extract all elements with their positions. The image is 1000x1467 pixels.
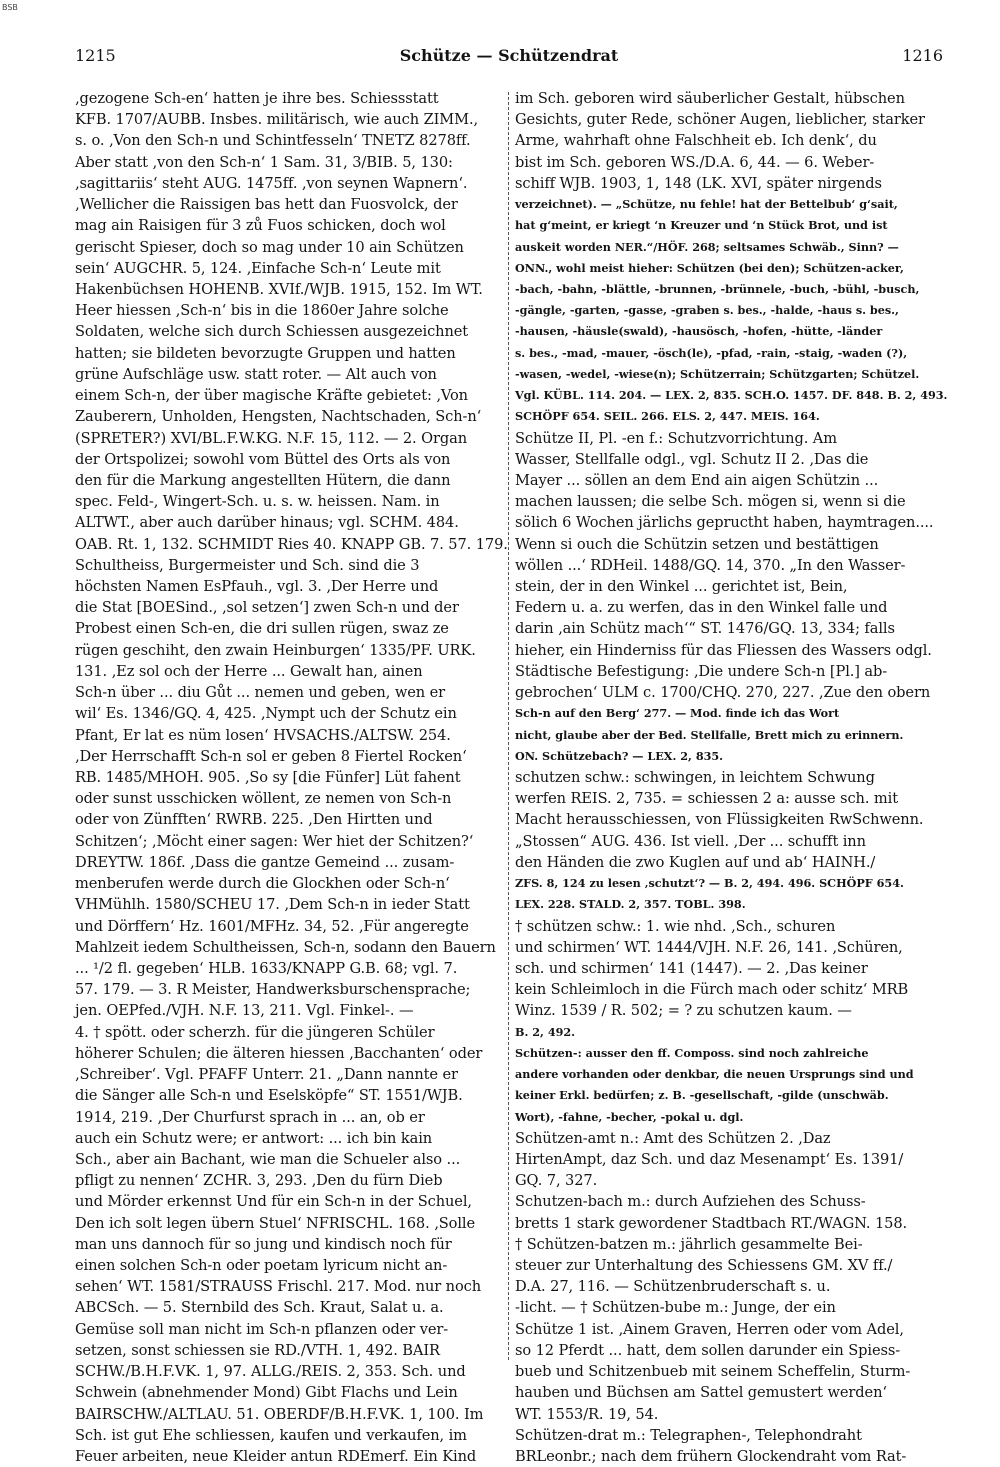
text-line: -wasen, -wedel, -wiese(n); Schützerrain; Schützgarten; Schützel. xyxy=(515,366,920,381)
text-line: B. 2, 492. xyxy=(515,1024,576,1039)
text-line: Schützen-drat m.: Telegraphen-, Telephondraht xyxy=(515,1426,862,1444)
text-line: spec. Feld-, Wingert-Sch. u. s. w. heissen. Nam. in xyxy=(75,493,440,511)
text-line: Wenn si ouch die Schützin setzen und bestättigen xyxy=(515,535,879,553)
text-line: Schutzen-bach m.: durch Aufziehen des Schuss- xyxy=(515,1193,866,1211)
text-line: † schützen schw.: 1. wie nhd. ‚Sch., schuren xyxy=(515,917,836,935)
text-line: SCHÖPF 654. SEIL. 266. ELS. 2, 447. MEIS. 164. xyxy=(515,409,820,424)
text-line: RB. 1485/MHOH. 905. ‚So sy [die Fünfer] Lüt fahent xyxy=(75,769,461,786)
right-column xyxy=(515,88,948,1467)
text-line: -hausen, -häusle(swald), -hausösch, -hofen, -hütte, -länder xyxy=(515,324,883,339)
text-line: auskeit worden NER.“/HÖF. 268; seltsames Schwäb., Sinn? — xyxy=(515,239,899,254)
text-line: Hakenbüchsen HOHENB. XVIf./WJB. 1915, 152. Im WT. xyxy=(75,280,483,298)
text-line: im Sch. geboren wird säuberlicher Gestalt, hübschen xyxy=(515,90,905,107)
text-line: ‚Schreiber‘. Vgl. PFAFF Unterr. 21. „Dann nannte er xyxy=(75,1066,458,1084)
text-line: GQ. 7, 327. xyxy=(515,1172,598,1190)
text-line: s. bes., -mad, -mauer, -ösch(le), -pfad, -rain, -staig, -waden (?), xyxy=(515,345,908,360)
text-line: Mahlzeit iedem Schultheissen, Sch-n, sodann den Bauern xyxy=(75,938,496,956)
library-stamp: BSB xyxy=(2,3,18,12)
text-line: (SPRETER?) XVI/BL.F.W.KG. N.F. 15, 112. — 2. Organ xyxy=(75,429,468,447)
text-line: Vgl. KÜBL. 114. 204. — LEX. 2, 835. SCH.O. 1457. DF. 848. B. 2, 493. xyxy=(515,388,948,403)
text-line: machen laussen; die selbe Sch. mögen si, wenn si die xyxy=(515,493,906,511)
text-line: hauben und Büchsen am Sattel gemustert werden‘ xyxy=(515,1384,887,1402)
text-line: VHMühlh. 1580/SCHEU 17. ‚Dem Sch-n in ieder Statt xyxy=(75,896,470,914)
text-line: oder sunst usschicken wöllent, ze nemen von Sch-n xyxy=(75,790,452,808)
text-line: DREYTW. 186f. ‚Dass die gantze Gemeind ... zusam- xyxy=(75,853,455,871)
text-line: hieher, ein Hinderniss für das Fliessen des Wassers odgl. xyxy=(515,641,932,659)
text-line: setzen, sonst schiessen sie RD./VTH. 1, 492. BAIR xyxy=(75,1341,440,1359)
text-line: grüne Aufschläge usw. statt roter. — Alt auch von xyxy=(75,365,437,383)
text-line: Winz. 1539 / R. 502; = ? zu schutzen kaum. — xyxy=(515,1002,852,1020)
text-line: HirtenAmpt, daz Sch. und daz Mesenampt‘ Es. 1391/ xyxy=(515,1150,904,1168)
text-line: Sch., aber ain Bachant, wie man die Schueler also ... xyxy=(75,1150,461,1168)
left-column xyxy=(75,88,508,1467)
text-line: 131. ‚Ez sol och der Herre ... Gewalt han, ainen xyxy=(75,662,423,680)
text-line: keiner Erkl. bedürfen; z. B. -gesellschaft, -gilde (unschwäb. xyxy=(515,1088,889,1103)
text-line: und Dörffern‘ Hz. 1601/MFHz. 34, 52. ‚Für angeregte xyxy=(75,917,469,935)
text-line: „Stossen“ AUG. 436. Ist viell. ‚Der ... schufft inn xyxy=(515,832,866,850)
text-line: bist im Sch. geboren WS./D.A. 6, 44. — 6. Weber- xyxy=(515,153,875,171)
text-line: sch. und schirmen‘ 141 (1447). — 2. ‚Das keiner xyxy=(515,959,868,977)
text-line: ONN., wohl meist hieher: Schützen (bei den); Schützen-acker, xyxy=(515,260,904,275)
text-line: Wasser, Stellfalle odgl., vgl. Schutz II 2. ‚Das die xyxy=(515,450,869,468)
text-line: man uns dannoch für so jung und kindisch noch für xyxy=(75,1235,452,1253)
text-line: und Mörder erkennst Und für ein Sch-n in der Schuel, xyxy=(75,1193,472,1211)
text-line: Feuer arbeiten, neue Kleider antun RDEmerf. Ein Kind xyxy=(75,1448,477,1465)
text-line: Mayer ... söllen an dem End ain aigen Schützin ... xyxy=(515,471,879,489)
text-line: der Ortspolizei; sowohl vom Büttel des Orts als von xyxy=(75,450,451,468)
text-line: BRLeonbr.; nach dem frühern Glockendraht vom Rat- xyxy=(515,1448,907,1465)
text-line: sein‘ AUGCHR. 5, 124. ‚Einfache Sch-n‘ Leute mit xyxy=(75,259,441,277)
text-line: bueb und Schitzenbueb mit seinem Scheffelin, Sturm- xyxy=(515,1363,911,1381)
text-line: † Schützen-batzen m.: jährlich gesammelte Bei- xyxy=(515,1235,863,1253)
text-line: Schützen-amt n.: Amt des Schützen 2. ‚Daz xyxy=(515,1129,831,1147)
page-number-left: 1215 xyxy=(75,46,116,65)
text-line: WT. 1553/R. 19, 54. xyxy=(515,1405,659,1423)
text-line: kein Schleimloch in die Fürch mach oder schitz‘ MRB xyxy=(515,981,909,999)
text-line: Gesichts, guter Rede, schöner Augen, lieblicher, starker xyxy=(515,111,925,129)
text-line: wil‘ Es. 1346/GQ. 4, 425. ‚Nympt uch der Schutz ein xyxy=(75,705,457,723)
text-line: ON. Schützebach? — LEX. 2, 835. xyxy=(515,748,724,763)
text-line: verzeichnet). — „Schütze, nu fehle! hat der Bettelbub‘ g‘sait, xyxy=(515,197,898,212)
text-line: D.A. 27, 116. — Schützenbruderschaft s. u. xyxy=(515,1278,831,1296)
text-line: die Sänger alle Sch-n und Eselsköpfe“ ST. 1551/WJB. xyxy=(75,1087,463,1105)
text-line: den für die Markung angestellten Hütern, die dann xyxy=(75,471,451,489)
text-line: bretts 1 stark gewordener Stadtbach RT./WAGN. 158. xyxy=(515,1214,908,1232)
text-line: hatten; sie bildeten bevorzugte Gruppen und hatten xyxy=(75,344,456,362)
text-line: Sch. ist gut Ehe schliessen, kaufen und verkaufen, im xyxy=(75,1426,467,1444)
text-line: stein, der in den Winkel ... gerichtet ist, Bein, xyxy=(515,578,848,596)
text-line: so 12 Pferdt ... hatt, dem sollen darunder ein Spiess- xyxy=(515,1341,901,1359)
text-line: BAIRSCHW./ALTLAU. 51. OBERDF/B.H.F.VK. 1, 100. Im xyxy=(75,1405,484,1423)
page-number-right: 1216 xyxy=(902,46,943,65)
text-line: ALTWT., aber auch darüber hinaus; vgl. SCHM. 484. xyxy=(75,514,459,532)
text-line: ABCSch. — 5. Sternbild des Sch. Kraut, Salat u. a. xyxy=(75,1299,444,1317)
text-line: s. o. ‚Von den Sch-n und Schintfesseln‘ TNETZ 8278ff. xyxy=(75,132,471,150)
text-line: gerischt Spieser, doch so mag under 10 ain Schützen xyxy=(75,238,464,256)
header-title: Schütze — Schützendrat xyxy=(399,46,619,65)
text-line: gebrochen‘ ULM c. 1700/CHQ. 270, 227. ‚Zue den obern xyxy=(515,684,931,702)
text-line: ... ¹/2 fl. gegeben‘ HLB. 1633/KNAPP G.B. 68; vgl. 7. xyxy=(75,959,458,977)
text-line: einen solchen Sch-n oder poetam lyricum nicht an- xyxy=(75,1257,448,1275)
text-line: Sch-n auf den Berg‘ 277. — Mod. finde ich das Wort xyxy=(515,706,840,721)
text-line: SCHW./B.H.F.VK. 1, 97. ALLG./REIS. 2, 353. Sch. und xyxy=(75,1363,466,1381)
text-line: Schwein (abnehmender Mond) Gibt Flachs und Lein xyxy=(75,1384,458,1402)
text-line: ZFS. 8, 124 zu lesen ‚schutzt‘? — B. 2, 494. 496. SCHÖPF 654. xyxy=(515,876,904,891)
text-line: mag ain Raisigen für 3 zů Fuos schicken, doch wol xyxy=(75,217,446,235)
text-line: sehen‘ WT. 1581/STRAUSS Frischl. 217. Mod. nur noch xyxy=(75,1278,482,1296)
text-line: Aber statt ‚von den Sch-n‘ 1 Sam. 31, 3/BIB. 5, 130: xyxy=(75,153,453,171)
text-line: wöllen ...‘ RDHeil. 1488/GQ. 14, 370. „In den Wasser- xyxy=(515,556,906,574)
text-line: höherer Schulen; die älteren hiessen ‚Bacchanten‘ oder xyxy=(75,1044,483,1062)
text-line: Städtische Befestigung: ‚Die undere Sch-n [Pl.] ab- xyxy=(515,662,888,680)
text-line: Schützen-: ausser den ff. Composs. sind noch zahlreiche xyxy=(515,1045,869,1060)
text-line: ‚sagittariis‘ steht AUG. 1475ff. ‚von seynen Wapnern‘. xyxy=(75,174,468,192)
text-line: ‚Der Herrschafft Sch-n sol er geben 8 Fiertel Rocken‘ xyxy=(75,747,467,765)
text-line: Schütze 1 ist. ‚Ainem Graven, Herren oder vom Adel, xyxy=(515,1320,904,1338)
text-line: ‚gezogene Sch-en‘ hatten je ihre bes. Schiessstatt xyxy=(75,90,439,107)
text-line: werfen REIS. 2, 735. = schiessen 2 a: ausse sch. mit xyxy=(515,790,898,808)
text-line: Heer hiessen ‚Sch-n‘ bis in die 1860er Jahre solche xyxy=(75,302,449,320)
text-line: höchsten Namen EsPfauh., vgl. 3. ‚Der Herre und xyxy=(75,578,439,596)
text-line: sölich 6 Wochen järlichs gepructht haben, haymtragen.... xyxy=(515,514,934,532)
text-line: Sch-n über ... diu Gůt ... nemen und geben, wen er xyxy=(75,684,445,702)
text-line: steuer zur Unterhaltung des Schiessens GM. XV ff./ xyxy=(515,1257,893,1275)
text-line: 1914, 219. ‚Der Churfurst sprach in ... an, ob er xyxy=(75,1108,425,1126)
text-line: Den ich solt legen übern Stuel‘ NFRISCHL. 168. ‚Solle xyxy=(75,1214,475,1232)
text-line: rügen geschiht, den zwain Heinburgen‘ 1335/PF. URK. xyxy=(75,641,476,659)
text-line: jen. OEPfed./VJH. N.F. 13, 211. Vgl. Finkel-. — xyxy=(75,1002,414,1020)
text-line: KFB. 1707/AUBB. Insbes. militärisch, wie auch ZIMM., xyxy=(75,111,479,129)
text-line: 57. 179. — 3. R Meister, Handwerksburschensprache; xyxy=(75,981,471,999)
text-line: darin ‚ain Schütz mach‘“ ST. 1476/GQ. 13, 334; falls xyxy=(515,620,895,638)
text-line: Wort), -fahne, -becher, -pokal u. dgl. xyxy=(515,1109,744,1124)
text-line: pfligt zu nennen‘ ZCHR. 3, 293. ‚Den du fürn Dieb xyxy=(75,1172,443,1190)
text-line: Pfant, Er lat es nüm losen‘ HVSACHS./ALTSW. 254. xyxy=(75,726,451,744)
text-line: hat g‘meint, er kriegt ‘n Kreuzer und ‘n Stück Brot, und ist xyxy=(515,218,888,233)
running-header xyxy=(75,46,943,68)
text-line: -licht. — † Schützen-bube m.: Junge, der ein xyxy=(515,1299,836,1317)
text-line: Arme, wahrhaft ohne Falschheit eb. Ich denk‘, du xyxy=(515,132,877,150)
text-line: menberufen werde durch die Glockhen oder Sch-n‘ xyxy=(75,875,450,893)
text-line: Macht herausschiessen, von Flüssigkeiten RwSchwenn. xyxy=(515,811,924,829)
text-line: einem Sch-n, der über magische Kräfte gebietet: ‚Von xyxy=(75,387,468,405)
text-line: Schultheiss, Burgermeister und Sch. sind die 3 xyxy=(75,556,420,574)
text-line: auch ein Schutz were; er antwort: ... ich bin kain xyxy=(75,1129,433,1147)
text-line: Schütze II, Pl. -en f.: Schutzvorrichtung. Am xyxy=(515,429,837,447)
text-line: 4. † spött. oder scherzh. für die jüngeren Schüler xyxy=(75,1023,435,1041)
text-line: Schitzen‘; ‚Möcht einer sagen: Wer hiet der Schitzen?‘ xyxy=(75,832,474,850)
text-line: nicht, glaube aber der Bed. Stellfalle, Brett mich zu erinnern. xyxy=(515,727,904,742)
text-line: Zauberern, Unholden, Hengsten, Nachtschaden, Sch-n‘ xyxy=(75,408,482,426)
text-line: oder von Zünfften‘ RWRB. 225. ‚Den Hirtten und xyxy=(75,811,433,829)
text-line: und schirmen‘ WT. 1444/VJH. N.F. 26, 141. ‚Schüren, xyxy=(515,938,903,956)
text-line: Federn u. a. zu werfen, das in den Winkel falle und xyxy=(515,599,888,617)
text-line: Soldaten, welche sich durch Schiessen ausgezeichnet xyxy=(75,323,469,341)
text-line: OAB. Rt. 1, 132. SCHMIDT Ries 40. KNAPP GB. 7. 57. 179. xyxy=(75,535,508,553)
text-line: schiff WJB. 1903, 1, 148 (LK. XVI, später nirgends xyxy=(515,174,882,192)
text-line: den Händen die zwo Kuglen auf und ab‘ HAINH./ xyxy=(515,853,876,871)
text-line: andere vorhanden oder denkbar, die neuen Ursprungs sind und xyxy=(515,1067,914,1082)
text-line: die Stat [BOESind., ‚sol setzen‘] zwen Sch-n und der xyxy=(75,599,459,617)
text-line: -gängle, -garten, -gasse, -graben s. bes., -halde, -haus s. bes., xyxy=(515,303,899,318)
text-line: schutzen schw.: schwingen, in leichtem Schwung xyxy=(515,769,875,786)
column-divider xyxy=(508,92,509,1360)
text-line: ‚Wellicher die Raissigen bas hett dan Fuosvolck, der xyxy=(75,196,458,214)
text-line: -bach, -bahn, -blättle, -brunnen, -brünnele, -buch, -bühl, -busch, xyxy=(515,281,920,296)
text-line: Gemüse soll man nicht im Sch-n pflanzen oder ver- xyxy=(75,1320,449,1338)
text-line: LEX. 228. STALD. 2, 357. TOBL. 398. xyxy=(515,897,746,912)
text-line: Probest einen Sch-en, die dri sullen rügen, swaz ze xyxy=(75,620,449,638)
